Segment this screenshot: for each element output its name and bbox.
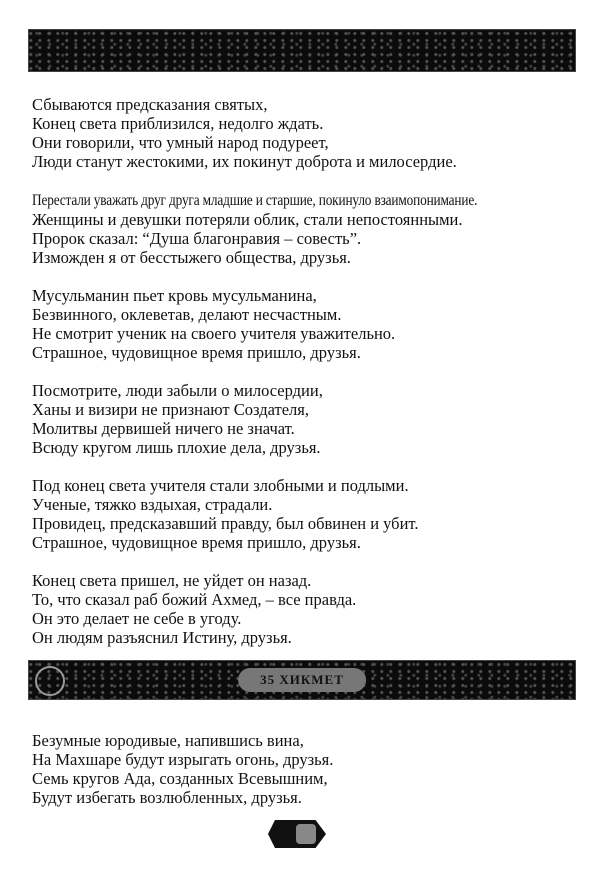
verse-line: Под конец света учителя стали злобными и подлыми. <box>32 476 409 495</box>
verse-line: Он это делает не себе в угоду. <box>32 609 242 628</box>
verse-line: Всюду кругом лишь плохие дела, друзья. <box>32 438 321 457</box>
section-banner <box>28 660 576 700</box>
page-number-ornament <box>268 820 326 848</box>
verse-line: Изможден я от бесстыжего общества, друзья. <box>32 248 351 267</box>
verse-line: Страшное, чудовищное время пришло, друзья. <box>32 533 361 552</box>
verse-line: На Махшаре будут изрыгать огонь, друзья. <box>32 750 334 769</box>
verse-line: Страшное, чудовищное время пришло, друзья. <box>32 343 361 362</box>
verse-line: Они говорили, что умный народ подуреет, <box>32 133 329 152</box>
verse-line: Посмотрите, люди забыли о милосердии, <box>32 381 323 400</box>
verse-line: Женщины и девушки потеряли облик, стали непостоянными. <box>32 210 463 229</box>
verse-line: Безвинного, оклеветав, делают несчастным. <box>32 305 342 324</box>
verse-line: То, что сказал раб божий Ахмед, – все правда. <box>32 590 357 609</box>
ornamental-header-banner <box>28 29 576 72</box>
verse-line: Ученые, тяжко вздыхая, страдали. <box>32 495 273 514</box>
verse-line: Пророк сказал: “Душа благонравия – совесть”. <box>32 229 362 248</box>
verse-line: Мусульманин пьет кровь мусульманина, <box>32 286 317 305</box>
rosette-ornament-icon <box>35 666 65 696</box>
verse-line: Ханы и визири не признают Создателя, <box>32 400 309 419</box>
verse-line: Безумные юродивые, напившись вина, <box>32 731 304 750</box>
section-title: 35 ХИКМЕТ <box>238 668 366 692</box>
verse-line: Сбываются предсказания святых, <box>32 95 268 114</box>
verse-line: Конец света пришел, не уйдет он назад. <box>32 571 312 590</box>
verse-line: Семь кругов Ада, созданных Всевышним, <box>32 769 328 788</box>
verse-line: Конец света приблизился, недолго ждать. <box>32 114 324 133</box>
verse-line: Он людям разъяснил Истину, друзья. <box>32 628 292 647</box>
verse-line: Молитвы дервишей ничего не значат. <box>32 419 295 438</box>
verse-line: Люди станут жестокими, их покинут доброта и милосердие. <box>32 152 457 171</box>
verse-line: Провидец, предсказавший правду, был обвинен и убит. <box>32 514 419 533</box>
verse-line: Не смотрит ученик на своего учителя уважительно. <box>32 324 396 343</box>
verse-line: Перестали уважать друг друга младшие и старшие, покинуло взаимопонимание. <box>32 192 478 209</box>
verse-line: Будут избегать возлюбленных, друзья. <box>32 788 302 807</box>
